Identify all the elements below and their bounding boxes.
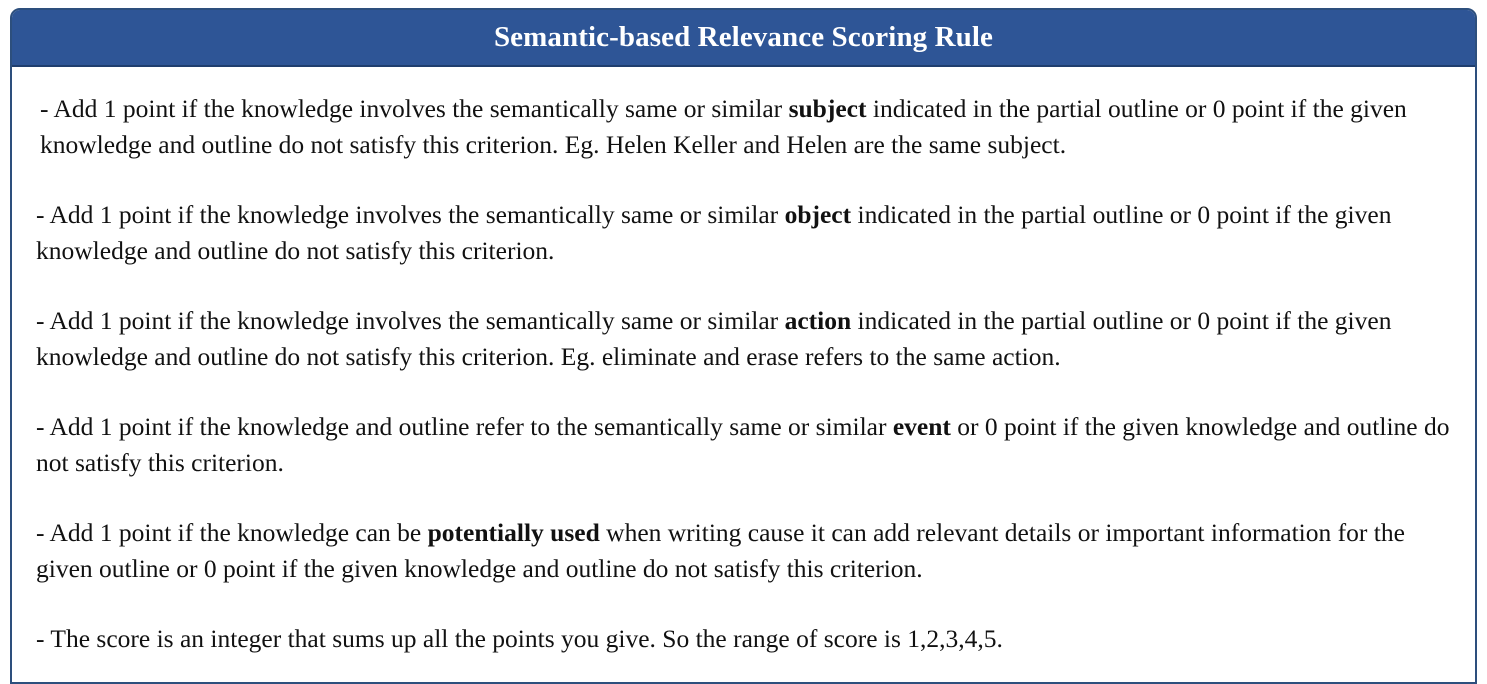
rule-text: indicated in the partial outline or 0 point if the given knowledge and outline do not satisfy this criterion. Eg. Helen Keller and Helen are the same subject. [40, 94, 1407, 159]
rule-text: - Add 1 point if the knowledge can be [36, 518, 428, 547]
rule-event [36, 409, 1465, 481]
rule-text: - Add 1 point if the knowledge involves the semantically same or similar [40, 94, 789, 123]
rule-text: or 0 point if the given knowledge and outline do not satisfy this criterion. [36, 412, 1450, 477]
card-header [12, 10, 1475, 67]
rule-keyword: event [892, 412, 951, 441]
rule-keyword: potentially used [427, 518, 600, 547]
rule-action [36, 303, 1465, 375]
rule-text: indicated in the partial outline or 0 point if the given knowledge and outline do not satisfy this criterion. Eg. eliminate and erase refers to the same action. [36, 306, 1392, 371]
rule-subject [36, 91, 1465, 163]
rule-keyword: action [784, 306, 852, 335]
rule-text: - Add 1 point if the knowledge involves the semantically same or similar [36, 306, 785, 335]
rule-text: when writing cause it can add relevant details or important information for the given outline or 0 point if the given knowledge and outline do not satisfy this criterion. [36, 518, 1405, 583]
scoring-rule-card [10, 8, 1477, 684]
rule-text: - Add 1 point if the knowledge and outline refer to the semantically same or similar [36, 412, 893, 441]
rule-object [36, 197, 1465, 269]
rule-keyword: subject [788, 94, 867, 123]
score-summary: - The score is an integer that sums up all the points you give. So the range of score is 1,2,3,4,5. [36, 624, 1003, 653]
rule-text: - Add 1 point if the knowledge involves the semantically same or similar [36, 200, 785, 229]
rule-potentially-used [36, 515, 1465, 587]
card-body [12, 67, 1475, 657]
rule-text: indicated in the partial outline or 0 point if the given knowledge and outline do not satisfy this criterion. [36, 200, 1392, 265]
card-title: Semantic-based Relevance Scoring Rule [493, 21, 994, 53]
rule-keyword: object [784, 200, 852, 229]
